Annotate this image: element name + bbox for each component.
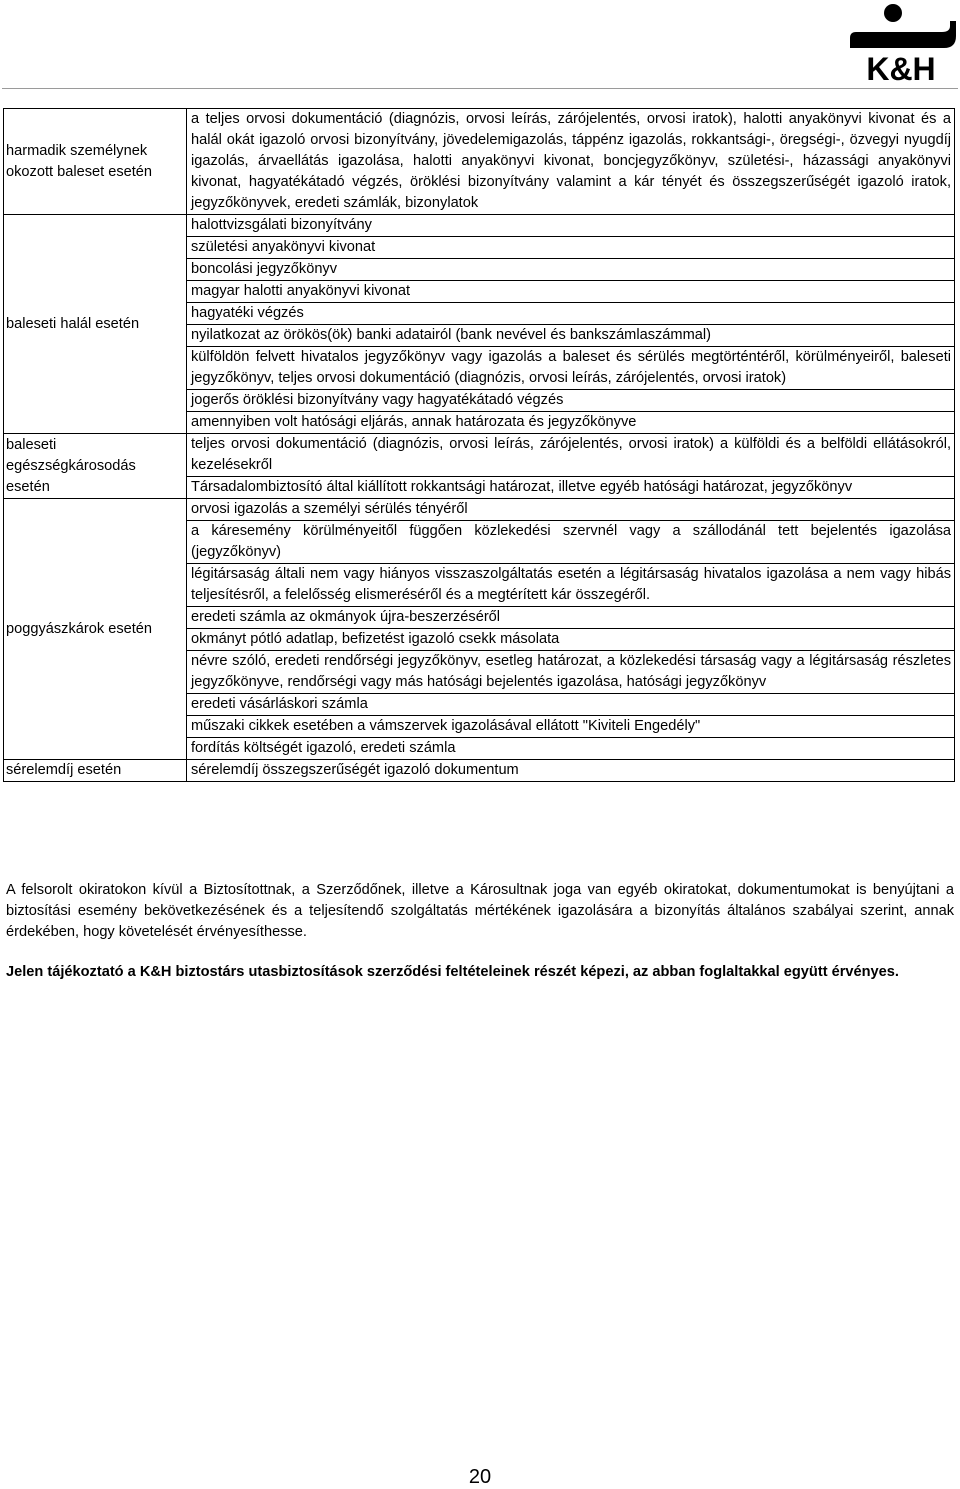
- document-item: halottvizsgálati bizonyítvány: [187, 215, 955, 237]
- document-item: magyar halotti anyakönyvi kivonat: [187, 281, 955, 303]
- document-item: orvosi igazolás a személyi sérülés tényéről: [187, 499, 955, 521]
- table-row: [4, 109, 955, 215]
- table-row: [4, 215, 955, 237]
- document-item: eredeti vásárláskori számla: [187, 694, 955, 716]
- document-item: névre szóló, eredeti rendőrségi jegyzőkönyv, esetleg határozat, a közlekedési társaság vagy a légitársaság részletes jegyzőkönyve, rendőrségi vagy más hatósági bejelentés igazolása, hatósági jegyzőkönyv: [187, 651, 955, 694]
- document-item: jogerős öröklési bizonyítvány vagy hagyatékátadó végzés: [187, 390, 955, 412]
- section-label: baleseti halál esetén: [4, 215, 187, 434]
- footer-notice: Jelen tájékoztató a K&H biztostárs utasbiztosítások szerződési feltételeinek részét képezi, az abban foglaltakkal együtt érvényes.: [6, 964, 899, 980]
- document-item: nyilatkozat az örökös(ök) banki adatairól (bank nevével és bankszámlaszámmal): [187, 325, 955, 347]
- footer-paragraph: A felsorolt okiratokon kívül a Biztosítottnak, a Szerződőnek, illetve a Károsultnak joga van egyéb okiratokat, dokumentumokat is benyújtani a biztosítási esemény bekövetkezésének és a teljesítendő szolgáltatás mértékének igazolására a bizonyítás általános szabályai szerint, annak érdekében, hogy követelését érvényesíthesse.: [6, 882, 954, 940]
- document-item: amennyiben volt hatósági eljárás, annak határozata és jegyzőkönyve: [187, 412, 955, 434]
- section-label: poggyászkárok esetén: [4, 499, 187, 760]
- document-item: hagyatéki végzés: [187, 303, 955, 325]
- kh-logo: [846, 2, 956, 82]
- logo-text: K&H: [866, 51, 936, 82]
- document-item: Társadalombiztosító által kiállított rokkantsági határozat, illetve egyéb hatósági határozat, jegyzőkönyv: [187, 477, 955, 499]
- kh-logo-mark: [846, 2, 956, 82]
- document-item: műszaki cikkek esetében a vámszervek igazolásával ellátott "Kiviteli Engedély": [187, 716, 955, 738]
- document-item: légitársaság általi nem vagy hiányos visszaszolgáltatás esetén a légitársaság hivatalos igazolása a nem vagy hibás teljesítésről, a felelősség elismeréséről és a megtérített kár összegéről.: [187, 564, 955, 607]
- page-number: 20: [468, 1466, 492, 1488]
- section-label: sérelemdíj esetén: [4, 760, 187, 782]
- section-label: baleseti egészségkárosodás esetén: [4, 434, 187, 499]
- document-item: okmányt pótló adatlap, befizetést igazoló csekk másolata: [187, 629, 955, 651]
- required-documents-table: [3, 108, 955, 782]
- document-item: születési anyakönyvi kivonat: [187, 237, 955, 259]
- table-row: [4, 434, 955, 477]
- header-divider: [2, 88, 958, 89]
- table-row: [4, 760, 955, 782]
- document-item: külföldön felvett hivatalos jegyzőkönyv vagy igazolás a baleset és sérülés megtörténtéről, körülményeiről, baleseti jegyzőkönyv, teljes orvosi dokumentáció (diagnózis, orvosi leírás, zárójelentés, orvosi iratok): [187, 347, 955, 390]
- document-item: boncolási jegyzőkönyv: [187, 259, 955, 281]
- document-item: sérelemdíj összegszerűségét igazoló dokumentum: [187, 760, 955, 782]
- document-item: a káresemény körülményeitől függően közlekedési szervnél vagy a szállodánál tett bejelentés igazolása (jegyzőkönyv): [187, 521, 955, 564]
- document-item: teljes orvosi dokumentáció (diagnózis, orvosi leírás, zárójelentés, orvosi iratok) a külföldi és a belföldi ellátásokról, kezelésekről: [187, 434, 955, 477]
- section-label: harmadik személynek okozott baleset esetén: [4, 109, 187, 215]
- table-row: [4, 499, 955, 521]
- document-item: eredeti számla az okmányok újra-beszerzéséről: [187, 607, 955, 629]
- document-item: fordítás költségét igazoló, eredeti számla: [187, 738, 955, 760]
- document-item: a teljes orvosi dokumentáció (diagnózis, orvosi leírás, zárójelentés, orvosi iratok), halotti anyakönyvi kivonat és a halál okát igazoló orvosi bizonyítvány, jövedelemigazolás, táppénz igazolás, rokkantsági-, öregségi-, özvegyi nyugdíj igazolás, árvaellátás igazolása, halotti anyakönyvi kivonat, boncjegyzőkönyv, születési-, házassági anyakönyvi kivonat, hagyatékátadó végzés, öröklési bizonyítvány valamint a kár tényét és összegszerűségét igazoló iratok, jegyzőkönyvek, eredeti számlák, bizonylatok: [187, 109, 955, 215]
